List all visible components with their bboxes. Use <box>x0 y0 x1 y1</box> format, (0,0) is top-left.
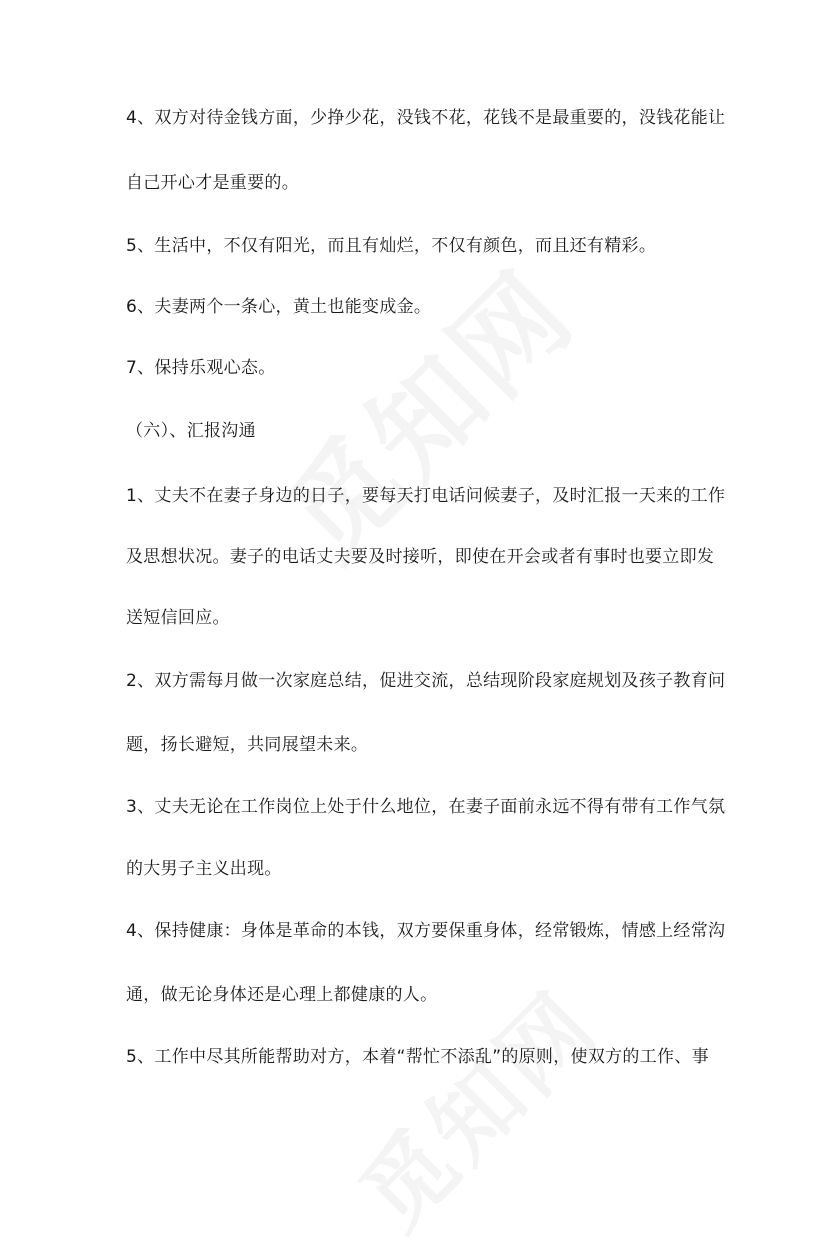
paragraph-line: 通，做无论身体还是心理上都健康的人。 <box>126 985 438 1005</box>
paragraph-line: 5、工作中尽其所能帮助对方，本着“帮忙不添乱”的原则，使双方的工作、事 <box>126 1047 709 1067</box>
paragraph-line: 6、夫妻两个一条心，黄土也能变成金。 <box>126 297 432 317</box>
paragraph-line: 3、丈夫无论在工作岗位上处于什么地位，在妻子面前永远不得有带有工作气氛 <box>126 797 726 817</box>
watermark <box>245 230 603 588</box>
section-heading: （六）、汇报沟通 <box>126 421 256 441</box>
paragraph-line: 2、双方需每月做一次家庭总结，促进交流，总结现阶段家庭规划及孩子教育问 <box>126 671 726 691</box>
paragraph-line: 5、生活中，不仅有阳光，而且有灿烂，不仅有颜色，而且还有精彩。 <box>126 236 657 256</box>
paragraph-line: 及思想状况。妻子的电话丈夫要及时接听，即使在开会或者有事时也要立即发 <box>126 547 715 567</box>
paragraph-line: 4、双方对待金钱方面，少挣少花，没钱不花，花钱不是最重要的，没钱花能让 <box>126 108 726 128</box>
paragraph-line: 的大男子主义出现。 <box>126 859 282 879</box>
paragraph-line: 自己开心才是重要的。 <box>126 173 299 193</box>
paragraph-line: 4、保持健康：身体是革命的本钱，双方要保重身体，经常锻炼，情感上经常沟 <box>126 921 726 941</box>
paragraph-line: 7、保持乐观心态。 <box>126 358 276 378</box>
paragraph-line: 题，扬长避短，共同展望未来。 <box>126 735 369 755</box>
paragraph-line: 1、丈夫不在妻子身边的日子，要每天打电话问候妻子，及时汇报一天来的工作 <box>126 486 726 506</box>
paragraph-line: 送短信回应。 <box>126 608 230 628</box>
